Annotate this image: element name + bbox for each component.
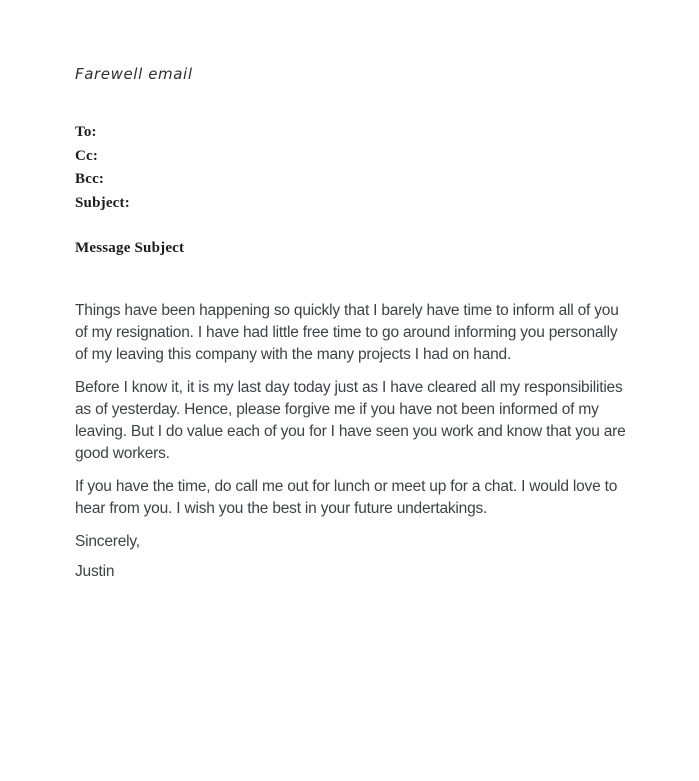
message-body bbox=[75, 300, 629, 583]
message-subject-heading: Message Subject bbox=[75, 240, 185, 256]
bcc-field-label: Bcc: bbox=[75, 171, 105, 187]
signature-name: Justin bbox=[75, 563, 115, 580]
closing-line: Sincerely, bbox=[75, 533, 140, 550]
body-paragraph-1: Things have been happening so quickly that I barely have time to inform all of you of my resignation. I have had little free time to go around informing you personally of my leaving this company with the many projects I had on hand. bbox=[75, 302, 619, 363]
subject-field-label: Subject: bbox=[75, 194, 130, 211]
to-field-label: To: bbox=[75, 124, 97, 140]
cc-field-label: Cc: bbox=[75, 147, 99, 164]
recipient-fields bbox=[75, 121, 631, 215]
body-paragraph-2: Before I know it, it is my last day today just as I have cleared all my responsibilities as of yesterday. Hence, please forgive me if you have not been informed of my leaving. But I do value each of you for I have seen you work and know that you are good workers. bbox=[75, 379, 626, 462]
body-paragraph-3: If you have the time, do call me out for lunch or meet up for a chat. I would love to hear from you. I wish you the best in your future undertakings. bbox=[75, 478, 618, 517]
document-title: Farewell email bbox=[75, 65, 193, 83]
